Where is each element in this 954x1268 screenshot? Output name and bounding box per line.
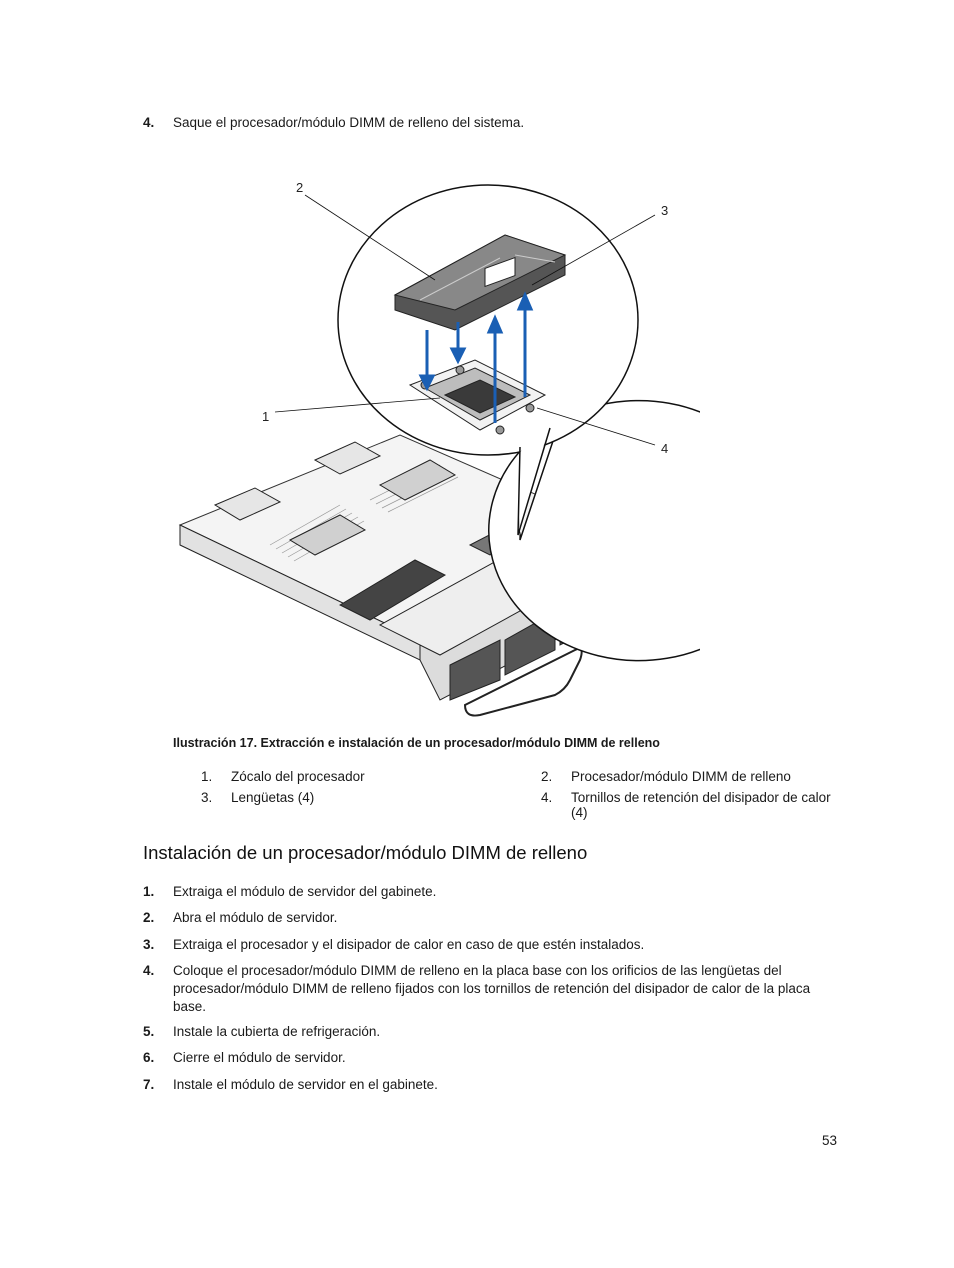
step-text: Instale el módulo de servidor en el gabinete. — [173, 1077, 438, 1092]
legend-text: Lengüetas (4) — [231, 790, 315, 805]
step-item — [143, 909, 843, 927]
step-number: 7. — [143, 1077, 155, 1092]
step-item — [143, 1076, 843, 1094]
step-number: 5. — [143, 1024, 155, 1039]
figure-caption: Ilustración 17. Extracción e instalación de un procesador/módulo DIMM de relleno — [173, 736, 660, 750]
step-number: 2. — [143, 910, 155, 925]
step-item — [143, 1049, 843, 1067]
step-number: 3. — [143, 937, 155, 952]
step-text: Instale la cubierta de refrigeración. — [173, 1024, 381, 1039]
page-number: 53 — [822, 1133, 838, 1148]
step-text: Extraiga el módulo de servidor del gabinete. — [173, 884, 437, 899]
step-text: Extraiga el procesador y el disipador de calor en caso de que estén instalados. — [173, 937, 645, 952]
step-number: 4. — [143, 963, 155, 978]
callout-1: 1 — [262, 409, 270, 424]
legend-item-3 — [201, 790, 511, 805]
step-number: 6. — [143, 1050, 155, 1065]
step-item — [143, 936, 843, 954]
section-heading: Instalación de un procesador/módulo DIMM de relleno — [143, 842, 588, 863]
step-text: Cierre el módulo de servidor. — [173, 1050, 346, 1065]
legend-number: 4. — [541, 790, 553, 805]
legend-text: Procesador/módulo DIMM de relleno — [571, 769, 791, 784]
figure-illustration — [160, 160, 700, 730]
legend-text: Tornillos de retención del disipador de calor (4) — [571, 790, 831, 820]
callout-3: 3 — [661, 203, 669, 218]
legend-text: Zócalo del procesador — [231, 769, 365, 784]
step-item — [143, 1023, 843, 1041]
step-number: 4. — [143, 115, 155, 130]
legend-number: 1. — [201, 769, 213, 784]
intro-step — [143, 114, 843, 132]
legend-item-2 — [541, 769, 831, 784]
callout-2: 2 — [296, 180, 304, 195]
legend-item-1 — [201, 769, 511, 784]
step-text: Abra el módulo de servidor. — [173, 910, 338, 925]
callout-4: 4 — [661, 441, 669, 456]
step-item — [143, 883, 843, 901]
step-text: Coloque el procesador/módulo DIMM de relleno en la placa base con los orificios de las lengüetas del procesador/módulo DIMM de relleno fijados con los tornillos de retención del disipador de calor de la placa base. — [173, 963, 811, 1014]
legend-number: 3. — [201, 790, 213, 805]
step-text: Saque el procesador/módulo DIMM de relleno del sistema. — [173, 115, 525, 130]
step-item — [143, 962, 843, 1016]
step-number: 1. — [143, 884, 155, 899]
legend-number: 2. — [541, 769, 553, 784]
legend-item-4 — [541, 790, 831, 820]
